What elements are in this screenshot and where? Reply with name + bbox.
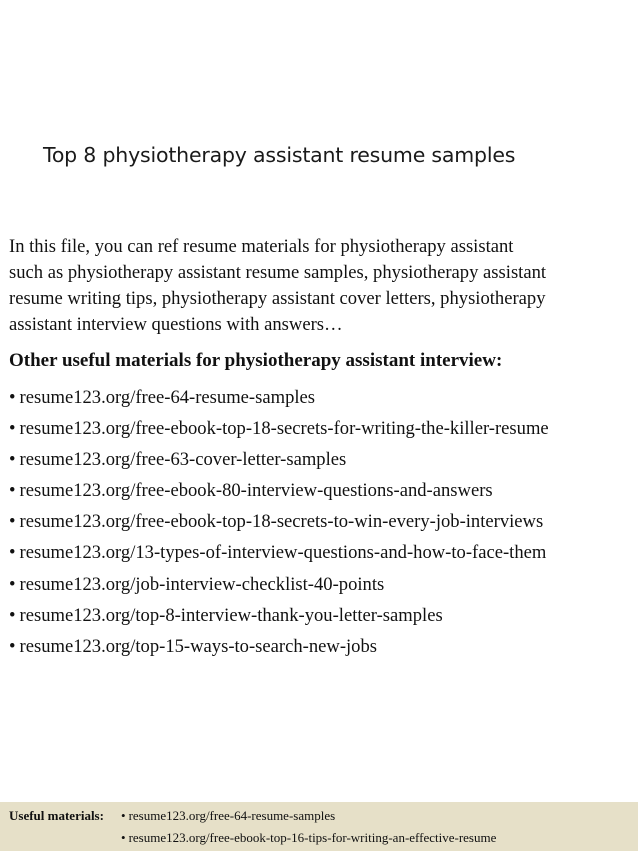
intro-line: such as physiotherapy assistant resume samples, physiotherapy assistant: [9, 262, 547, 283]
resource-link[interactable]: resume123.org/free-ebook-top-18-secrets-to-win-every-job-interviews: [19, 511, 544, 533]
footer-label: [9, 805, 104, 827]
bullet-icon: •: [9, 542, 16, 564]
footer-bar: [0, 802, 638, 851]
footer-link-list: [121, 805, 496, 848]
page-title: Top 8 physiotherapy assistant resume samples: [43, 143, 516, 167]
list-item: [9, 413, 549, 444]
list-item: [9, 444, 549, 475]
list-item: [9, 569, 549, 600]
intro-line: In this file, you can ref resume materials for physiotherapy assistant: [9, 236, 514, 257]
resource-link[interactable]: resume123.org/free-64-resume-samples: [19, 387, 316, 408]
list-item: [9, 600, 549, 631]
bullet-icon: •: [9, 573, 16, 595]
footer-link[interactable]: resume123.org/free-64-resume-samples: [128, 808, 336, 823]
resource-link[interactable]: resume123.org/free-63-cover-letter-samples: [19, 449, 347, 471]
footer-label-colon: :: [99, 808, 104, 823]
intro-line: resume writing tips, physiotherapy assistant cover letters, physiotherapy: [9, 288, 546, 309]
bullet-icon: •: [9, 449, 16, 471]
list-item: [121, 805, 496, 827]
resource-link[interactable]: resume123.org/free-ebook-top-18-secrets-for-writing-the-killer-resume: [19, 418, 549, 440]
bullet-icon: •: [9, 511, 16, 533]
intro-paragraph: [9, 234, 634, 338]
resource-link-list: [9, 382, 549, 662]
resource-link[interactable]: resume123.org/top-8-interview-thank-you-letter-samples: [19, 604, 443, 626]
bullet-icon: •: [121, 808, 126, 823]
list-item: [9, 506, 549, 537]
bullet-icon: •: [9, 387, 16, 408]
resource-link[interactable]: resume123.org/13-types-of-interview-questions-and-how-to-face-them: [19, 542, 547, 564]
list-item: [9, 475, 549, 506]
list-item: [9, 382, 549, 413]
bullet-icon: •: [121, 829, 126, 845]
footer-label-text: Useful materials: [9, 808, 100, 823]
bullet-icon: •: [9, 418, 16, 440]
footer-link[interactable]: resume123.org/free-ebook-top-16-tips-for-writing-an-effective-resume: [128, 829, 497, 845]
list-item: [9, 537, 549, 568]
bullet-icon: •: [9, 635, 16, 657]
intro-line: assistant interview questions with answers…: [9, 314, 343, 335]
resource-link[interactable]: resume123.org/job-interview-checklist-40-points: [19, 573, 385, 595]
bullet-icon: •: [9, 604, 16, 626]
resource-link[interactable]: resume123.org/top-15-ways-to-search-new-jobs: [19, 635, 378, 657]
useful-materials-heading: Other useful materials for physiotherapy assistant interview:: [9, 350, 503, 371]
list-item: [9, 631, 549, 662]
list-item: [121, 827, 496, 849]
resource-link[interactable]: resume123.org/free-ebook-80-interview-questions-and-answers: [19, 480, 493, 502]
bullet-icon: •: [9, 480, 16, 502]
